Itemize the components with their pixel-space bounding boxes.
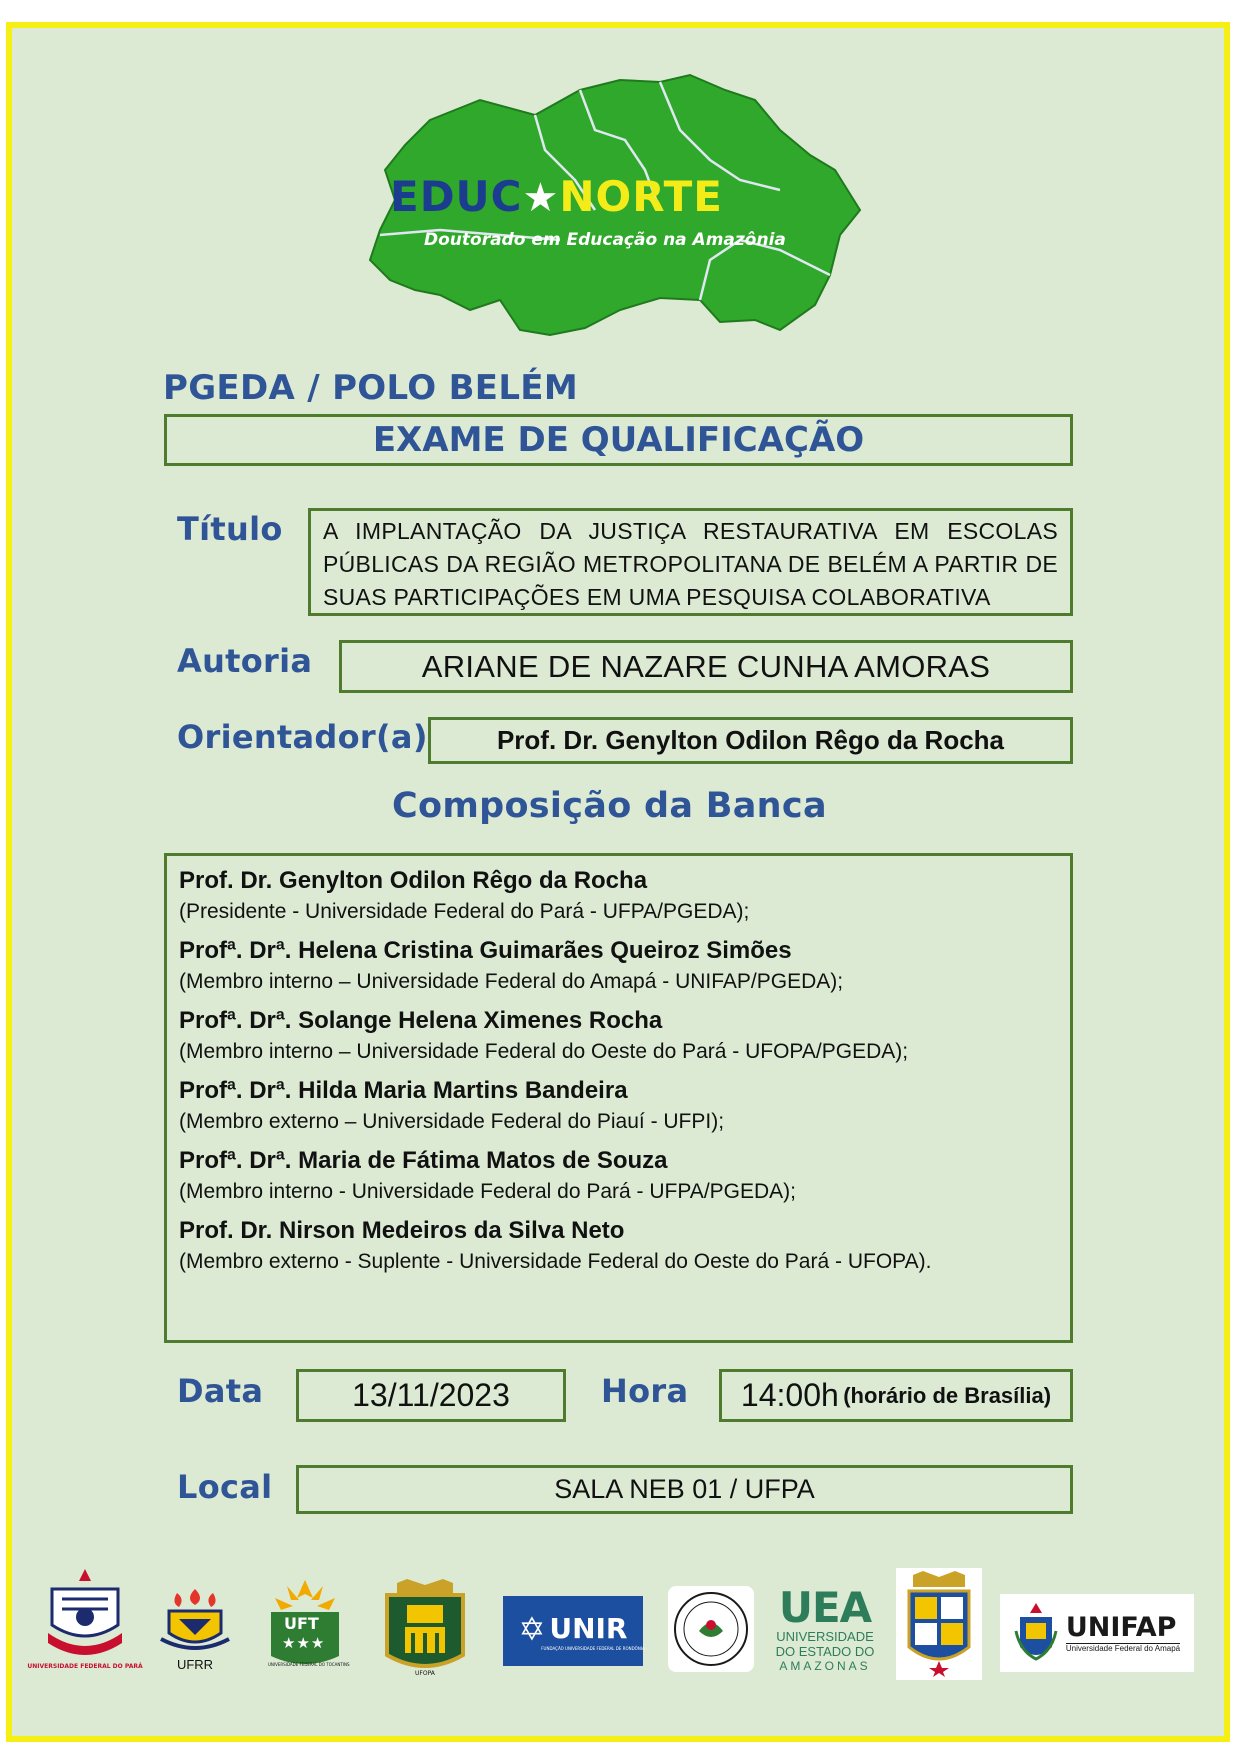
ufopa-caption: UFOPA [415,1670,435,1677]
committee-member [179,1144,1058,1206]
orientador-label: Orientador(a) [177,718,428,756]
advisor-box [428,717,1073,764]
committee-member-name: Profª. Drª. Maria de Fátima Matos de Souza [179,1147,668,1174]
ufpa-logo [27,1563,143,1673]
titulo-label: Título [177,510,283,548]
ufac-logo [896,1568,982,1680]
logo-tagline: Doutorado em Educação na Amazônia [424,230,786,250]
unifap-caption: UNIFAP [1065,1612,1177,1643]
committee-box [164,853,1073,1343]
logo-word-educ: EDUC [390,172,523,221]
author-name: ARIANE DE NAZARE CUNHA AMORAS [421,648,991,684]
committee-member-role: (Membro interno – Universidade Federal do Amapá - UNIFAP/PGEDA); [179,970,844,993]
time-value: 14:00h [740,1377,839,1413]
data-label: Data [177,1372,264,1410]
committee-member [179,1074,1058,1136]
date-value: 13/11/2023 [352,1377,510,1413]
unir-caption: UNIR [549,1612,628,1645]
advisor-name: Prof. Dr. Genylton Odilon Rêgo da Rocha [496,725,1005,755]
ufopa-logo [375,1572,475,1682]
ufam-caption [668,1586,669,1587]
committee-member-role: (Membro externo - Suplente - Universidade Federal do Oeste do Pará - UFOPA). [179,1250,932,1273]
educanorte-logo [360,60,870,350]
author-box [339,640,1073,693]
committee-member-role: (Presidente - Universidade Federal do Pará - UFPA/PGEDA); [179,900,750,923]
uea-logo [770,1580,880,1680]
unir-logo [503,1596,643,1666]
thesis-title-box [308,508,1073,616]
hora-label: Hora [601,1372,689,1410]
time-box [719,1369,1073,1422]
exam-title: EXAME DE QUALIFICAÇÃO [372,420,865,460]
uea-subcaption-1: UNIVERSIDADE [776,1629,874,1644]
thesis-title: A IMPLANTAÇÃO DA JUSTIÇA RESTAURATIVA EM ESCOLAS PÚBLICAS DA REGIÃO METROPOLITANA DE BELÉM A PARTIR DE SUAS PARTICIPAÇÕES EM UMA PESQUISA COLABORATIVA [323,518,1058,610]
uft-caption: UFT [284,1614,319,1633]
logo-word-norte: NORTE [559,172,723,221]
ufam-logo [668,1586,754,1672]
committee-member [179,864,1058,926]
committee-member [179,1004,1058,1066]
star-icon: ★ [522,175,560,221]
unifap-logo [1000,1594,1194,1672]
committee-member-name: Profª. Drª. Helena Cristina Guimarães Queiroz Simões [179,937,792,964]
date-box [296,1369,566,1422]
uft-logo [260,1574,350,1674]
location-box [296,1465,1073,1514]
program-heading: PGEDA / POLO BELÉM [163,368,578,408]
unifap-emblem-icon [1014,1601,1058,1665]
committee-member-name: Profª. Drª. Solange Helena Ximenes Rocha [179,1007,663,1034]
uea-subcaption-3: AMAZONAS [779,1659,871,1673]
uea-subcaption-2: DO ESTADO DO [775,1644,875,1659]
committee-member-role: (Membro interno - Universidade Federal do Pará - UFPA/PGEDA); [179,1180,796,1203]
uft-stars: ★★★ [282,1634,326,1652]
ufpa-caption: UNIVERSIDADE FEDERAL DO PARÁ [27,1662,143,1670]
committee-member [179,1214,1058,1276]
autoria-label: Autoria [177,642,313,680]
time-note: (horário de Brasília) [843,1382,1052,1408]
committee-member-role: (Membro interno – Universidade Federal do Oeste do Pará - UFOPA/PGEDA); [179,1040,909,1063]
ufac-caption [896,1568,897,1569]
local-label: Local [177,1468,273,1506]
unir-star-icon: ✡ [518,1609,546,1648]
exam-title-box [164,414,1073,466]
unifap-subcaption: Universidade Federal do Amapá [1065,1644,1181,1653]
committee-member [179,934,1058,996]
committee-member-role: (Membro externo – Universidade Federal do Piauí - UFPI); [179,1110,725,1133]
unir-subcaption: FUNDAÇÃO UNIVERSIDADE FEDERAL DE RONDÔNIA [541,1645,645,1651]
committee-member-name: Profª. Drª. Hilda Maria Martins Bandeira [179,1077,628,1104]
banca-heading: Composição da Banca [392,786,827,826]
committee-member-name: Prof. Dr. Genylton Odilon Rêgo da Rocha [179,867,648,894]
uft-subcaption: UNIVERSIDADE FEDERAL DO TOCANTINS [268,1662,350,1667]
committee-list [179,864,1058,1276]
committee-member-name: Prof. Dr. Nirson Medeiros da Silva Neto [179,1217,625,1244]
uea-caption: UEA [778,1583,872,1632]
ufrr-caption: UFRR [176,1656,214,1672]
location-value: SALA NEB 01 / UFPA [554,1474,815,1504]
ufrr-logo [150,1578,240,1678]
